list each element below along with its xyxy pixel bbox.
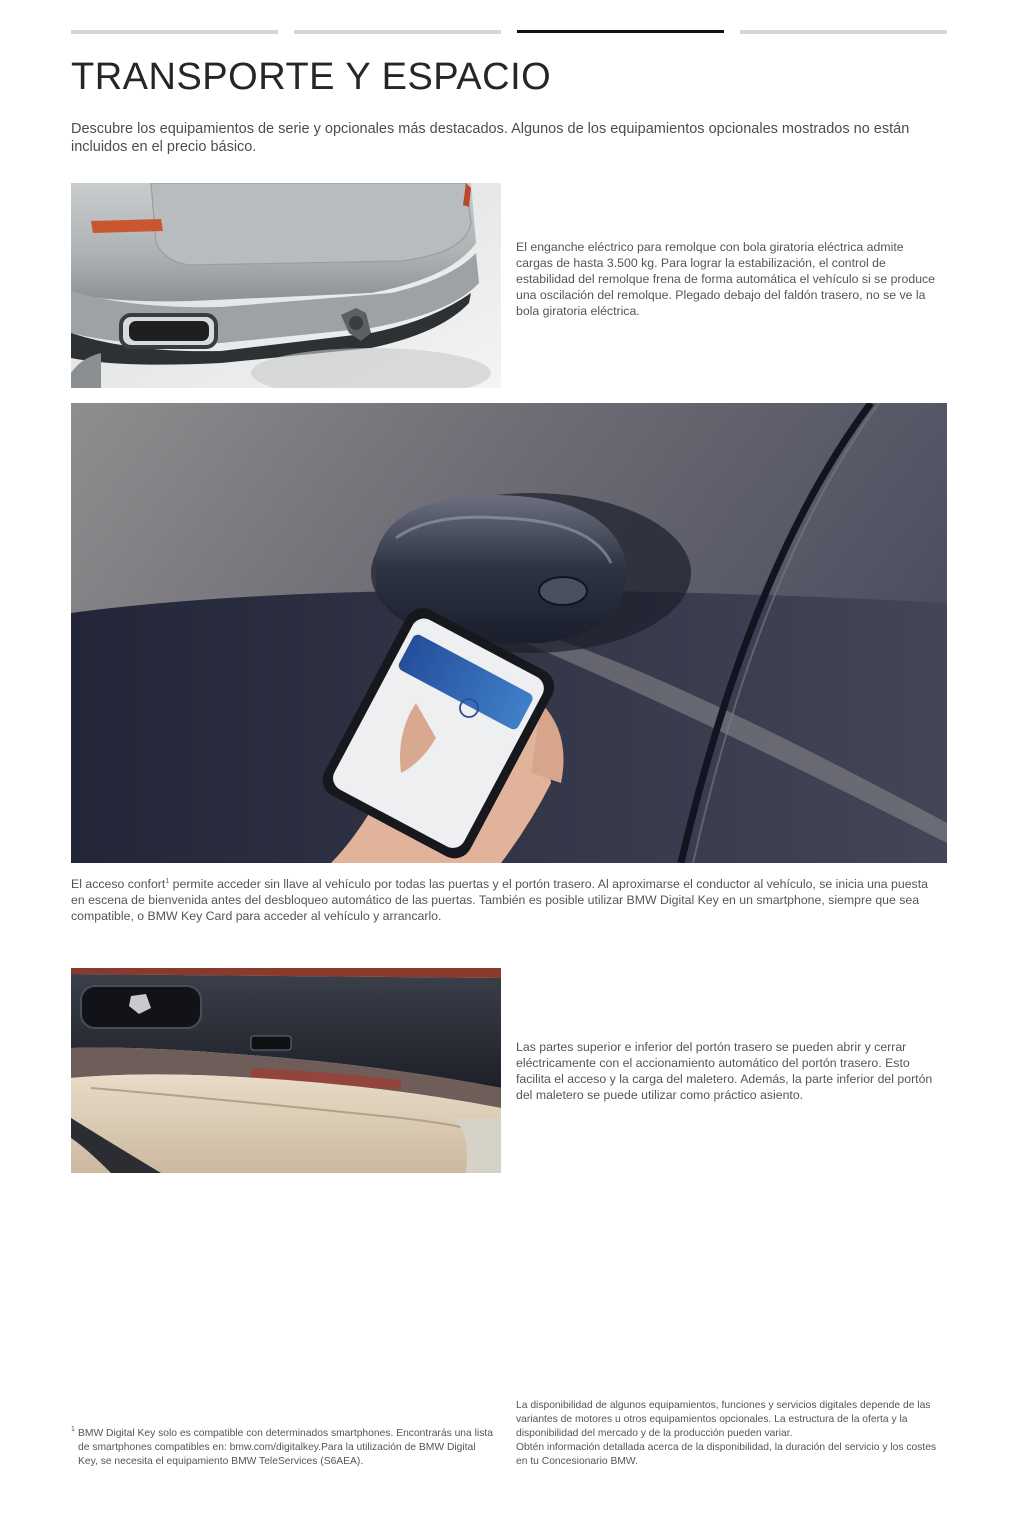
footnote-reference: 1: [165, 877, 170, 885]
progress-segment-1: [71, 30, 278, 34]
availability-notice: [516, 1399, 948, 1469]
availability-notice-1: La disponibilidad de algunos equipamientos, funciones y servicios digitales depende de las variantes de motores u otros equipamientos opcionales. La estructura de la oferta y la disponibilidad del mercado y de la producción pueden variar.: [516, 1400, 931, 1439]
tailgate-image: [71, 968, 501, 1173]
page-intro: Descubre los equipamientos de serie y opcionales más destacados. Algunos de los equipamientos opcionales mostrados no están incluidos en el precio básico.: [71, 121, 910, 155]
progress-segment-4: [740, 30, 947, 34]
progress-segment-2: [294, 30, 501, 34]
towbar-image: [71, 183, 501, 388]
comfort-access-description: [71, 876, 941, 924]
towbar-description: El enganche eléctrico para remolque con bola giratoria eléctrica admite cargas de hasta 3.500 kg. Para lograr la estabilización, el control de estabilidad del remolque frena de forma automática el vehículo si se produce una oscilación del remolque. Plegado debajo del faldón trasero, no se ve la bola giratoria eléctrica.: [516, 240, 936, 318]
comfort-access-text-a: El acceso confort: [71, 877, 166, 891]
digital-key-image: [71, 403, 947, 863]
digital-key-footnote: BMW Digital Key solo es compatible con determinados smartphones. Encontrarás una lista de smartphones compatibles en: bmw.com/digitalkey.Para la utilización de BMW Digital Key, se necesita el equipamiento BMW TeleServices (S6AEA).: [78, 1428, 493, 1467]
progress-segment-3-active: [517, 30, 724, 33]
comfort-access-text-b: permite acceder sin llave al vehículo por todas las puertas y el portón trasero. Al aproximarse el conductor al vehículo, se inicia una puesta en escena de bienvenida antes del desbloqueo automático de las puertas. También es posible utilizar BMW Digital Key en un smartphone, siempre que sea compatible, o BMW Key Card para acceder al vehículo y arrancarlo.: [71, 877, 928, 923]
tailgate-description: Las partes superior e inferior del portón trasero se pueden abrir y cerrar eléctricamente con el accionamiento automático del portón trasero. Esto facilita el acceso y la carga del maletero. Además, la parte inferior del portón del maletero se puede utilizar como práctico asiento.: [516, 1040, 933, 1102]
page-title: TRANSPORTE Y ESPACIO: [71, 56, 552, 98]
availability-notice-2: Obtén información detallada acerca de la disponibilidad, la duración del servicio y los costes en tu Concesionario BMW.: [516, 1442, 937, 1467]
page-progress-indicator: [71, 30, 947, 34]
footnote-marker: 1: [71, 1426, 75, 1433]
